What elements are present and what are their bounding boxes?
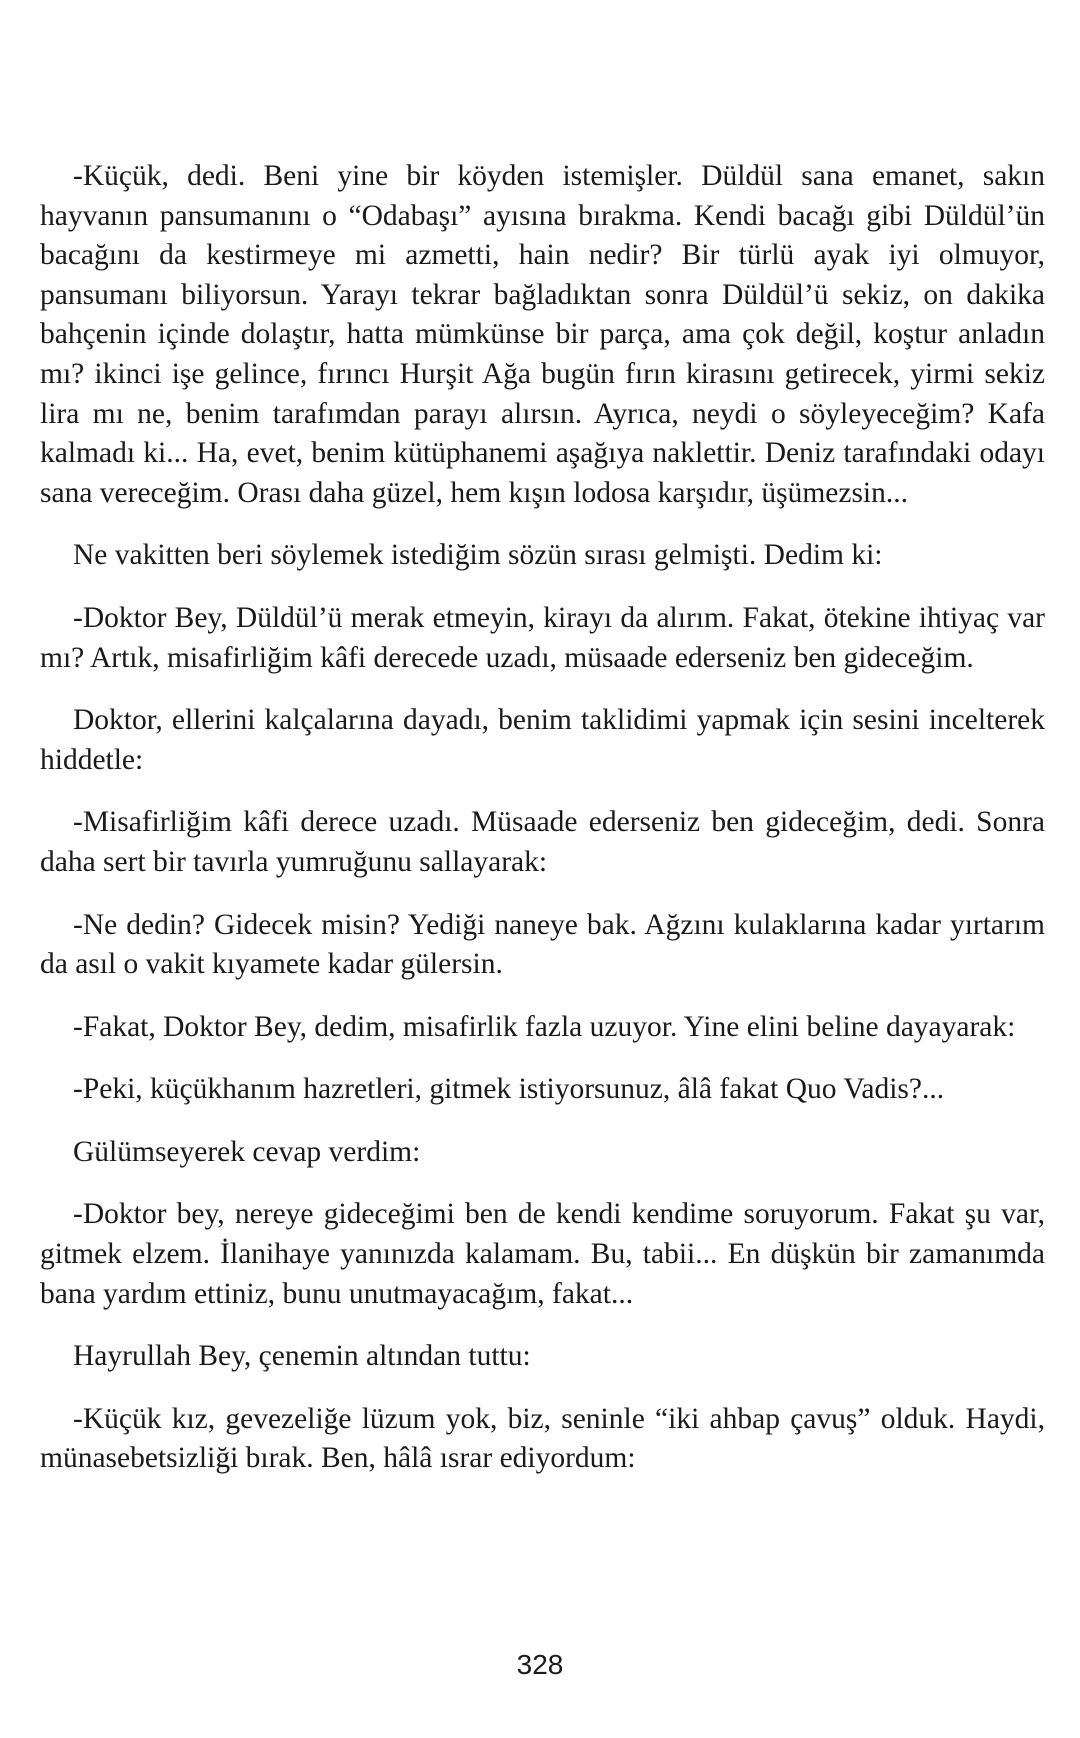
- page-number: 328: [516, 1649, 564, 1680]
- paragraph-5: -Misafirliğim kâfi derece uzadı. Müsaade ederseniz ben gideceğim, dedi. Sonra daha sert bir tavırla yumruğunu sallayarak:: [40, 806, 1045, 878]
- paragraph-7: -Fakat, Doktor Bey, dedim, misafirlik fazla uzuyor. Yine elini beline dayayarak:: [73, 1010, 1016, 1043]
- paragraph-12: -Küçük kız, gevezeliğe lüzum yok, biz, seninle “iki ahbap çavuş” olduk. Haydi, münasebetsizliği bırak. Ben, hâlâ ısrar ediyordum:: [40, 1402, 1045, 1475]
- paragraph-10: -Doktor bey, nereye gideceğimi ben de kendi kendime soruyorum. Fakat şu var, gitmek elzem. İlanihaye yanınızda kalamam. Bu, tabii... En düşkün bir zamanımda bana yardım ettiniz, bunu unutmayacağım, fakat...: [40, 1198, 1045, 1310]
- paragraph-8: -Peki, küçükhanım hazretleri, gitmek istiyorsunuz, âlâ fakat Quo Vadis?...: [73, 1073, 945, 1106]
- paragraph-3: -Doktor Bey, Düldül’ü merak etmeyin, kirayı da alırım. Fakat, ötekine ihtiyaç var mı? Artık, misafirliğim kâfi derecede uzadı, müsaade ederseniz ben gideceğim.: [40, 601, 1045, 674]
- page-body: [40, 157, 1045, 1502]
- paragraph-6: -Ne dedin? Gidecek misin? Yediği naneye bak. Ağzını kulaklarına kadar yırtarım da asıl o vakit kıyamete kadar gülersin.: [40, 908, 1045, 981]
- paragraph-2: Ne vakitten beri söylemek istediğim sözün sırası gelmişti. Dedim ki:: [73, 539, 883, 572]
- paragraph-9: Gülümseyerek cevap verdim:: [73, 1135, 421, 1168]
- paragraph-1: -Küçük, dedi. Beni yine bir köyden istemişler. Düldül sana emanet, sakın hayvanın pansumanını o “Odabaşı” ayısına bırakma. Kendi bacağı gibi Düldül’ün bacağını da kestirmeye mi azmetti, hain nedir? Bir türlü ayak iyi olmuyor, pansumanı biliyorsun. Yarayı tekrar bağladıktan sonra Düldül’ü sekiz, on dakika bahçenin içinde dolaştır, hatta mümkünse bir parça, ama çok değil, koştur anladın mı? ikinci işe gelince, fırıncı Hurşit Ağa bugün fırın kirasını getirecek, yirmi sekiz lira mı ne, benim tarafımdan parayı alırsın. Ayrıca, neydi o söyleyeceğim? Kafa kalmadı ki... Ha, evet, benim kütüphanemi aşağıya naklettir. Deniz tarafındaki odayı sana vereceğim. Orası daha güzel, hem kışın lodosa karşıdır, üşümezsin...: [40, 160, 1045, 509]
- paragraph-4: Doktor, ellerini kalçalarına dayadı, benim taklidimi yapmak için sesini incelterek hiddetle:: [40, 704, 1045, 776]
- paragraph-11: Hayrullah Bey, çenemin altından tuttu:: [73, 1340, 531, 1373]
